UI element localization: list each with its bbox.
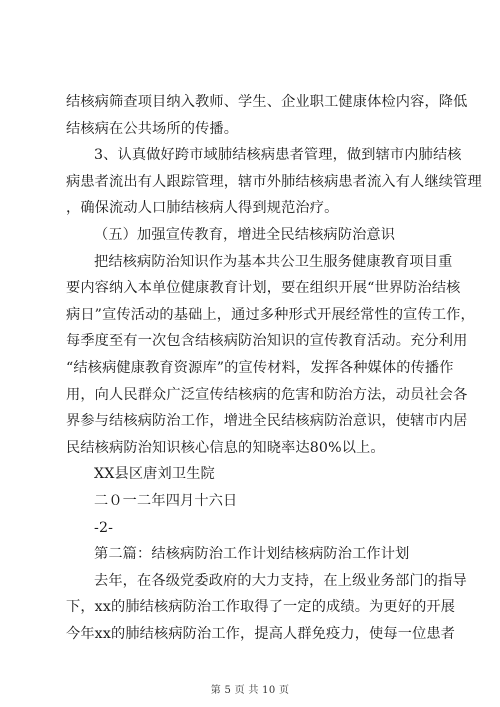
page-footer: 第 5 页 共 10 页 <box>210 685 290 696</box>
body-line: 民结核病防治知识核心信息的知晓率达80%以上。 <box>66 439 385 456</box>
body-line: 今年xx的肺结核病防治工作，提高人群免疫力，使每一位患者 <box>66 625 456 642</box>
body-line: 3、认真做好跨市域肺结核病患者管理，做到辖市内肺结核 <box>94 147 462 164</box>
signature-organization: XX县区唐刘卫生院 <box>94 466 215 483</box>
body-line: 结核病筛查项目纳入教师、学生、企业职工健康体检内容，降低 <box>66 94 468 110</box>
chapter-title: 第二篇：结核病防治工作计划结核病防治工作计划 <box>94 546 410 563</box>
body-line: “结核病健康教育资源库”的宣传材料，发挥各种媒体的传播作 <box>66 359 454 376</box>
signature-date: 二０一二年四月十六日 <box>94 492 238 509</box>
body-line: ，确保流动人口肺结核病人得到规范治疗。 <box>66 200 339 217</box>
page-marker: -2- <box>94 519 114 536</box>
body-line: 病患者流出有人跟踪管理，辖市外肺结核病患者流入有人继续管理 <box>66 173 482 190</box>
body-line: 每季度至有一次包含结核病防治知识的宣传教育活动。充分利用 <box>66 333 468 350</box>
body-line: 要内容纳入本单位健康教育计划，要在组织开展“世界防治结核 <box>66 280 461 297</box>
body-line: 去年，在各级党委政府的大力支持，在上级业务部门的指导 <box>94 572 467 589</box>
body-line: 界参与结核病防治工作，增进全民结核病防治意识，使辖市内居 <box>66 413 468 430</box>
body-line: 病日”宣传活动的基础上，通过多种形式开展经常性的宣传工作， <box>66 306 475 323</box>
body-line: 把结核病防治知识作为基本共公卫生服务健康教育项目重 <box>94 253 453 270</box>
body-line: 结核病在公共场所的传播。 <box>66 120 239 137</box>
document-body <box>66 89 482 647</box>
section-heading: （五）加强宣传教育，增进全民结核病防治意识 <box>94 226 396 243</box>
body-line: 用，向人民群众广泛宣传结核病的危害和防治方法，动员社会各 <box>66 386 468 403</box>
body-line: 下，xx的肺结核病防治工作取得了一定的成绩。为更好的开展 <box>66 599 456 616</box>
